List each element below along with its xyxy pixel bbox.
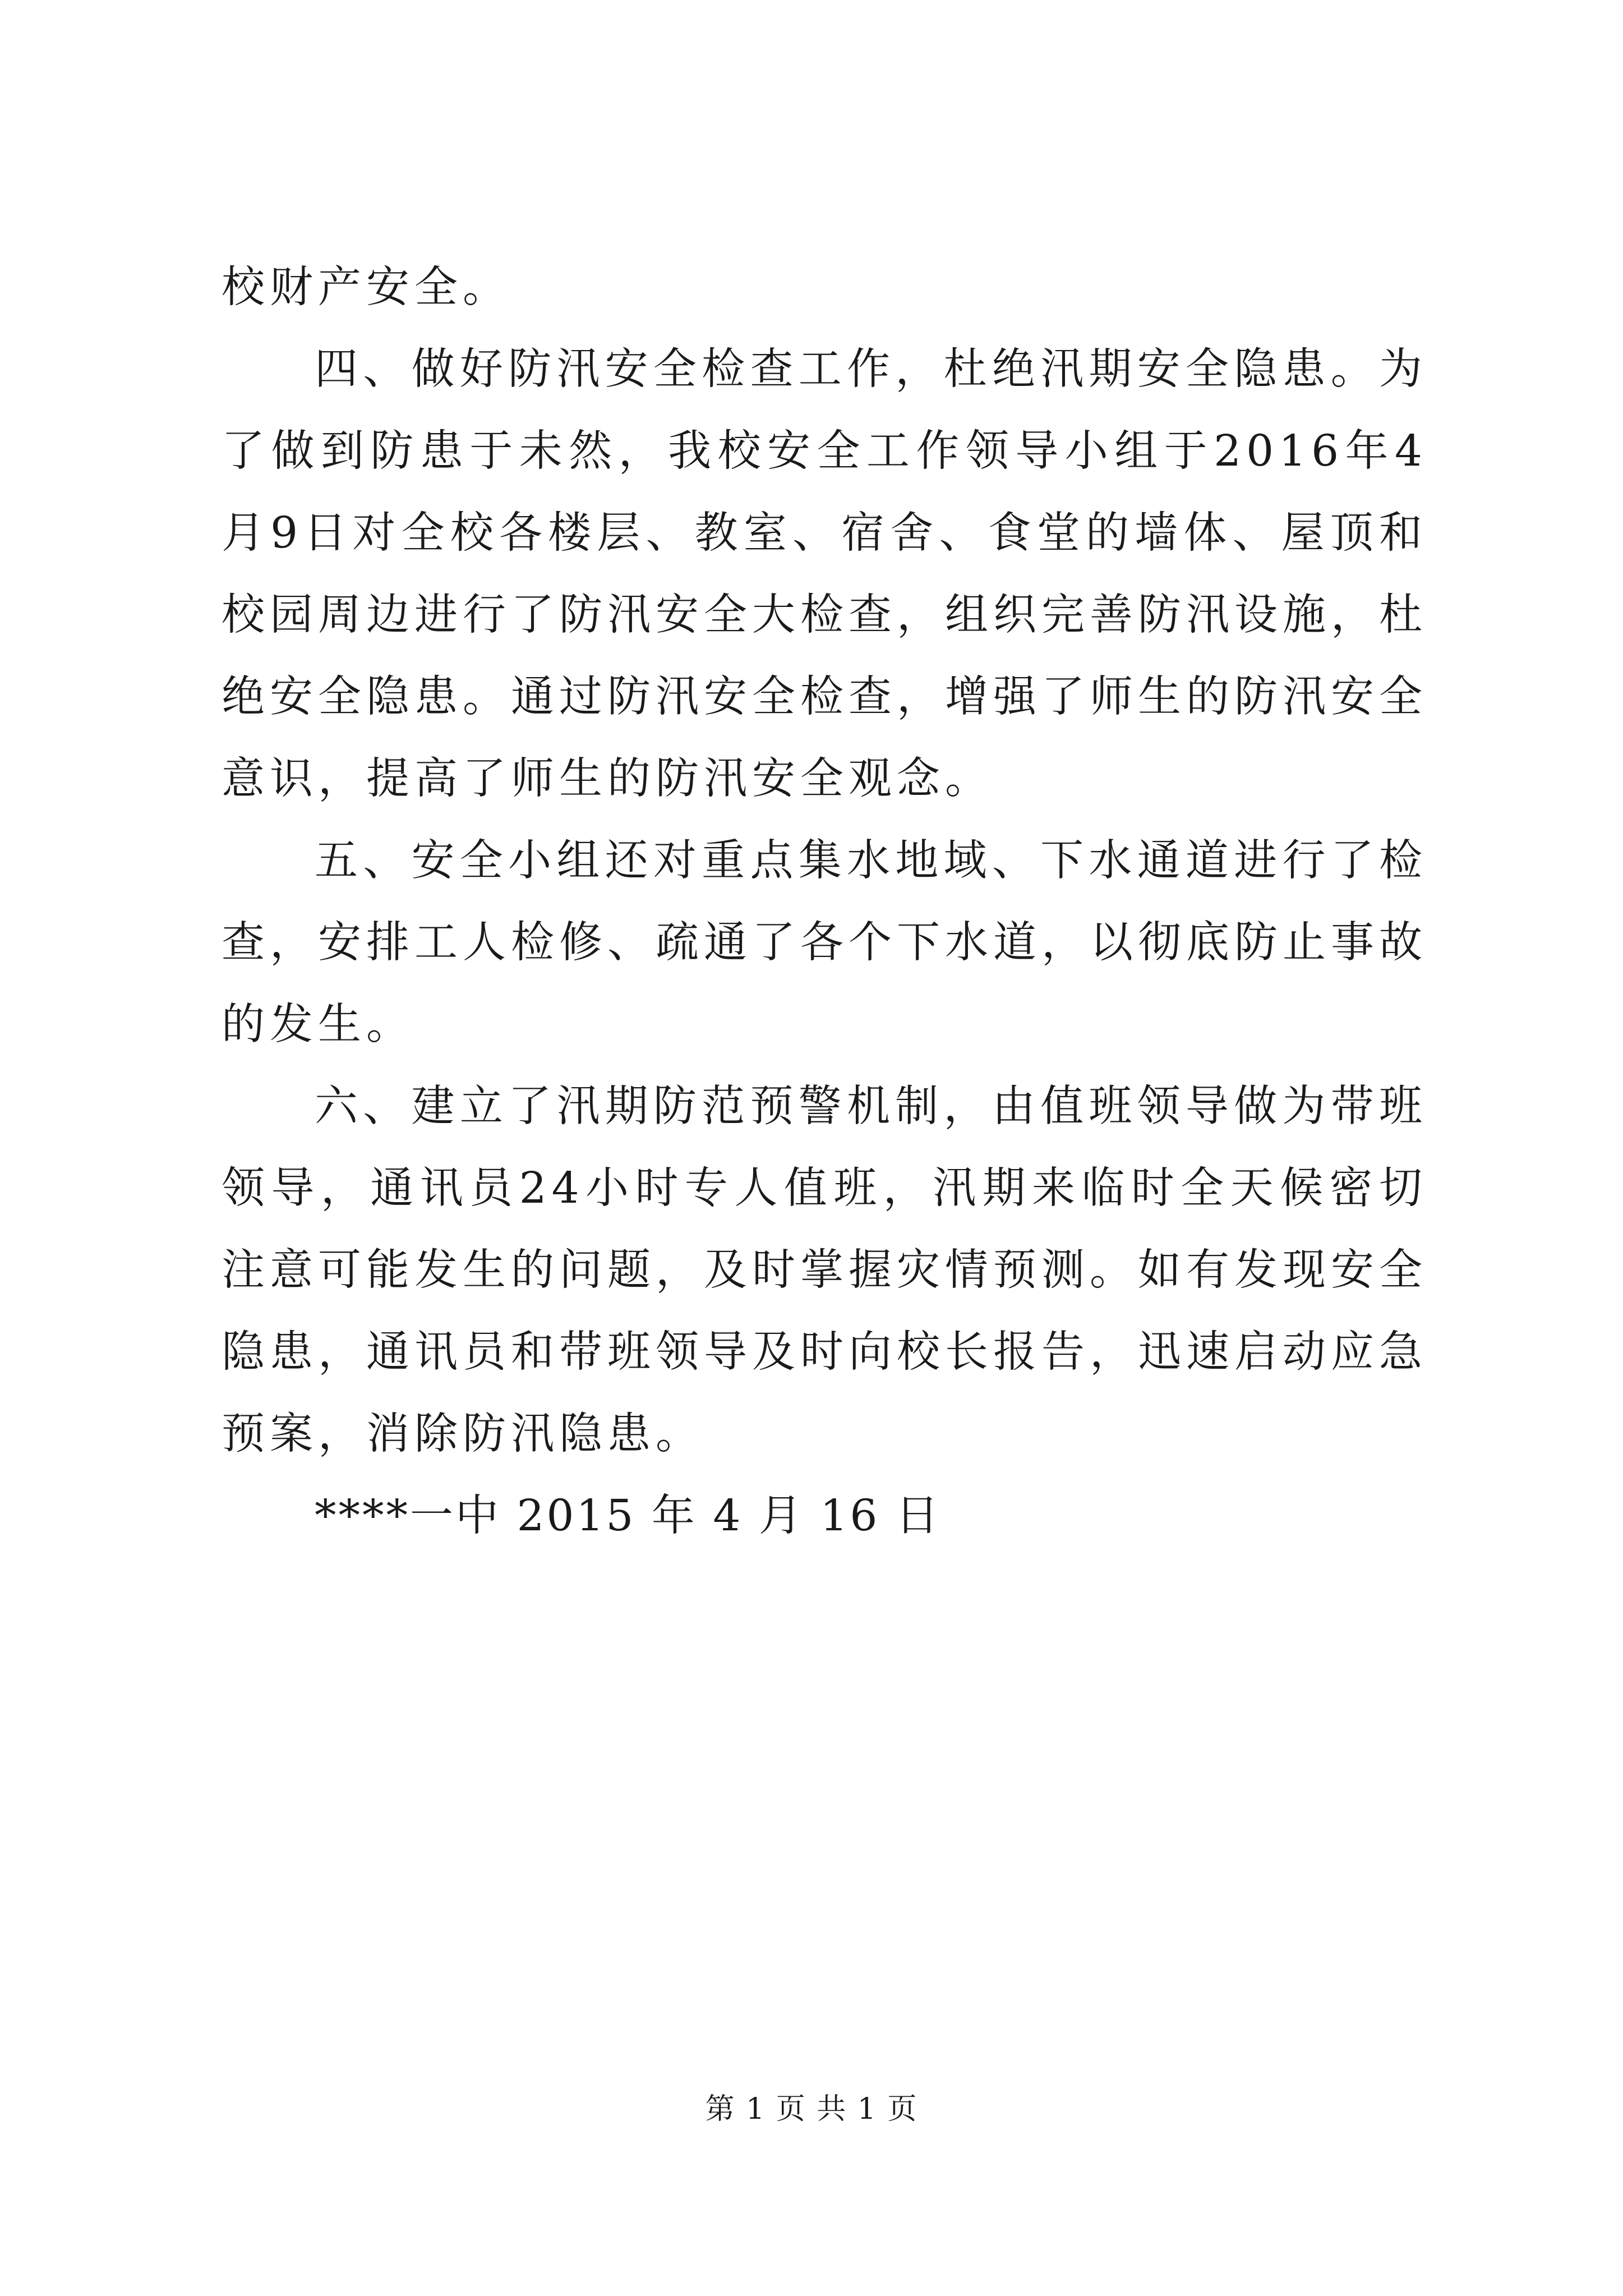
paragraph-warning-mechanism: 六、建立了汛期防范预警机制，由值班领导做为带班领导，通讯员24小时专人值班，汛期来临时全天候密切注意可能发生的问题，及时掌握灾情预测。如有发现安全隐患，通讯员和带班领导及时向校长报告，迅速启动应急预案，消除防汛隐患。 [222,1082,1427,1459]
document-body [222,247,1427,1557]
signature-date-line: ****一中 2015 年 4 月 16 日 [315,1491,941,1541]
paragraph-flood-inspection: 四、做好防汛安全检查工作，杜绝汛期安全隐患。为了做到防患于未然，我校安全工作领导小组于2016年4月9日对全校各楼层、教室、宿舍、食堂的墙体、屋顶和校园周边进行了防汛安全大检查，组织完善防汛设施，杜绝安全隐患。通过防汛安全检查，增强了师生的防汛安全意识，提高了师生的防汛安全观念。 [222,344,1427,804]
paragraph-drainage-check: 五、安全小组还对重点集水地域、下水通道进行了检查，安排工人检修、疏通了各个下水道，以彻底防止事故的发生。 [222,836,1427,1050]
paragraph-continuation: 校财产安全。 [222,263,511,312]
page-footer: 第 1 页 共 1 页 [705,2092,918,2126]
